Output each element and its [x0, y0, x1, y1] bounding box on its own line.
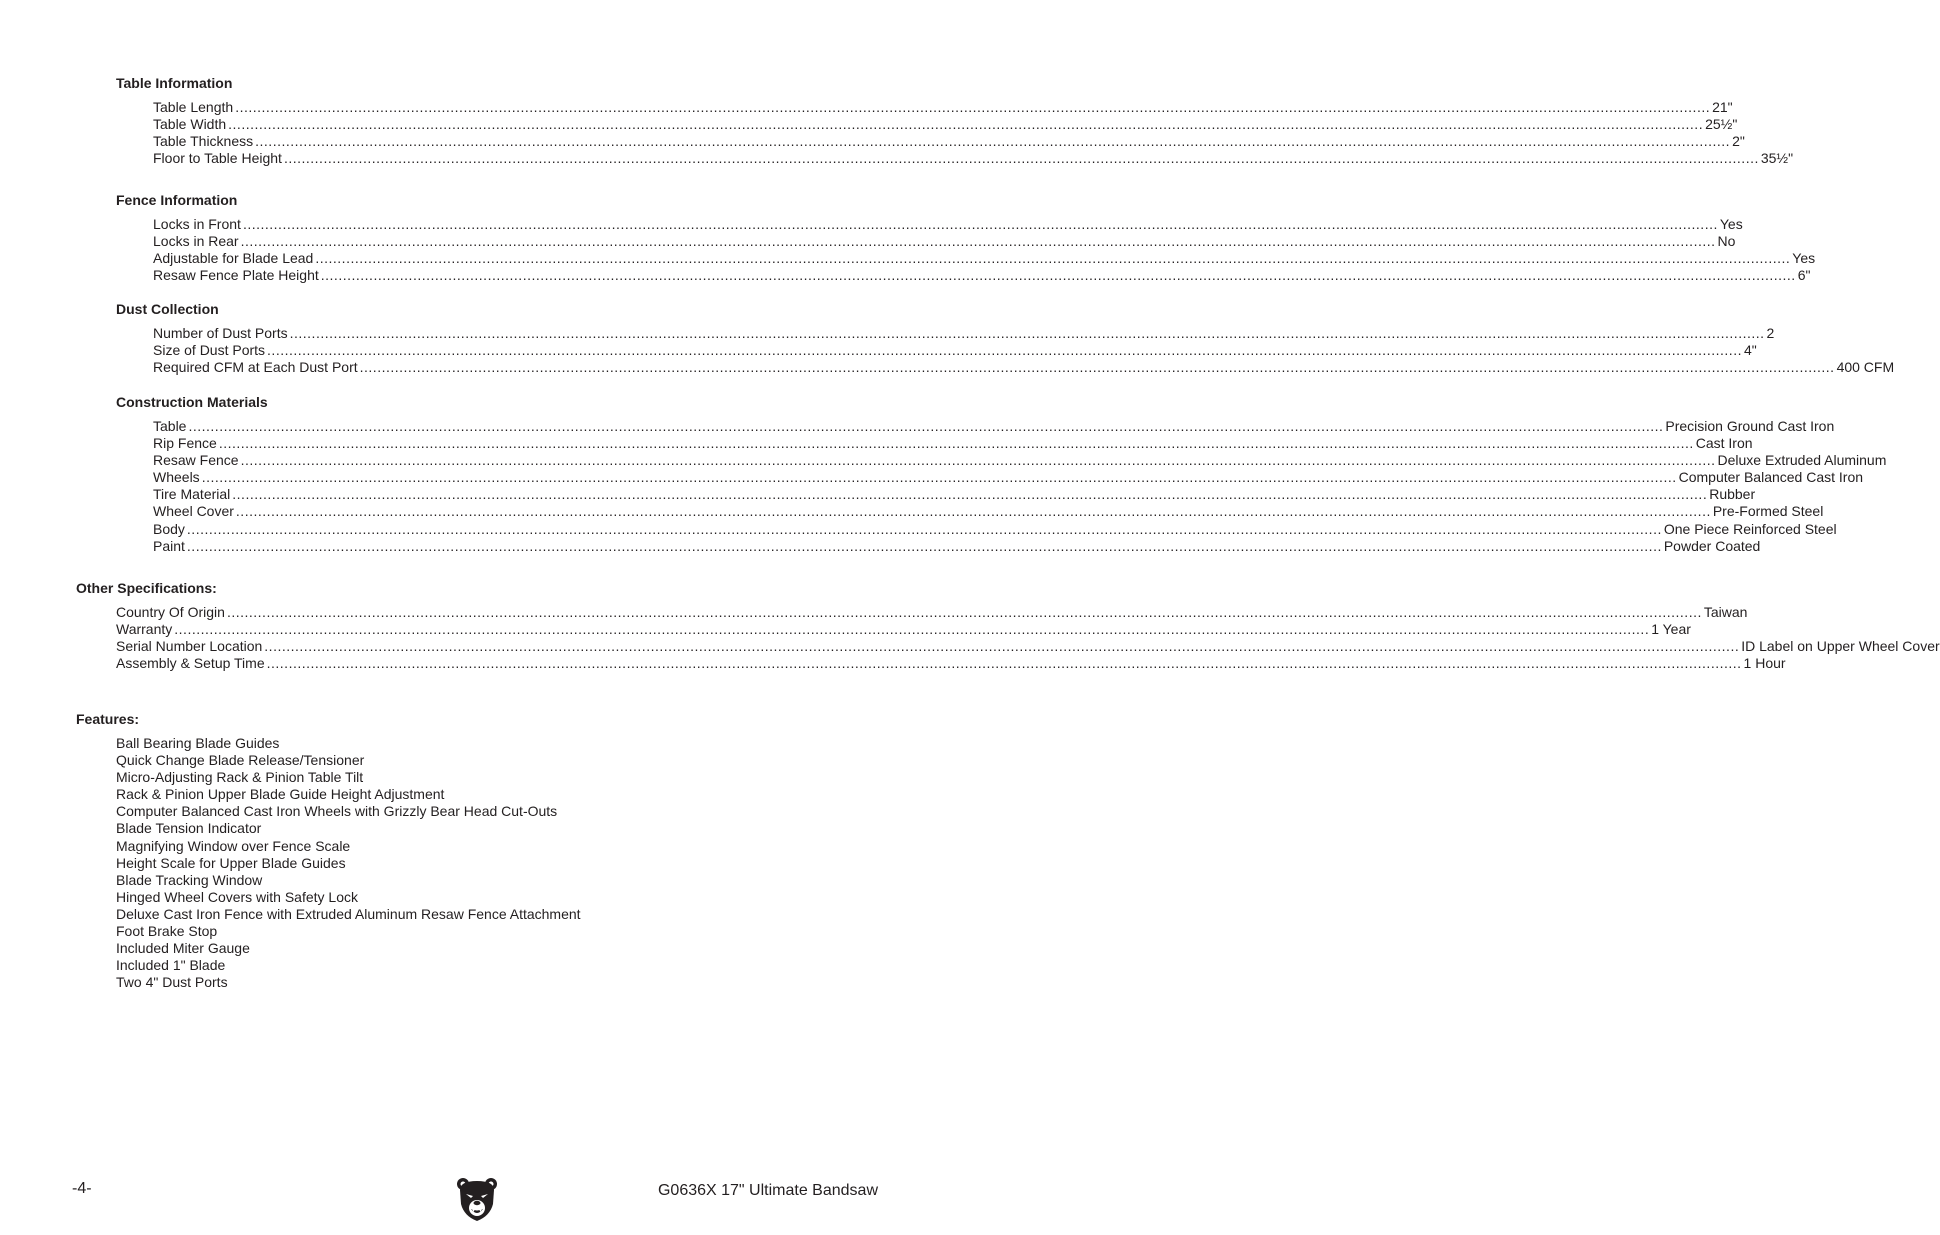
section-table-information	[116, 75, 1794, 167]
document-title: G0636X 17" Ultimate Bandsaw	[657, 1182, 878, 1199]
section-heading: Table Information	[116, 75, 233, 91]
spec-row: Required CFM at Each Dust Port ................................................................................................................................................................................................................................................................................................................................................ 400 CFM	[153, 359, 1895, 376]
dot-leader: ................................................................................................................................................................................................................................................................................................................................................	[320, 267, 1796, 284]
feature-item: Micro-Adjusting Rack & Pinion Table Tilt	[116, 769, 364, 786]
spec-row: Resaw Fence Plate Height ................................................................................................................................................................................................................................................................................................................................................ 6"	[153, 267, 1811, 284]
spec-row: Country Of Origin ................................................................................................................................................................................................................................................................................................................................................ Taiwan	[116, 604, 1748, 620]
page-number: -4-	[72, 1180, 92, 1197]
feature-item: Included Miter Gauge	[116, 940, 250, 957]
dot-leader: ................................................................................................................................................................................................................................................................................................................................................	[235, 503, 1711, 520]
dot-leader: ................................................................................................................................................................................................................................................................................................................................................	[315, 250, 1791, 267]
spec-row: Warranty ................................................................................................................................................................................................................................................................................................................................................ 1 Year	[116, 621, 1691, 638]
spec-row: Table Length ................................................................................................................................................................................................................................................................................................................................................ 21"	[153, 99, 1733, 115]
section-dust-collection	[116, 301, 1895, 376]
section-heading: Features:	[76, 711, 140, 727]
spec-row: Number of Dust Ports ................................................................................................................................................................................................................................................................................................................................................ 2	[153, 325, 1775, 341]
feature-item: Rack & Pinion Upper Blade Guide Height Adjustment	[116, 786, 445, 803]
feature-item: Foot Brake Stop	[116, 923, 218, 940]
feature-item: Magnifying Window over Fence Scale	[116, 837, 351, 854]
dot-leader: ................................................................................................................................................................................................................................................................................................................................................	[232, 486, 1708, 503]
feature-item: Blade Tracking Window	[116, 871, 263, 888]
dot-leader: ................................................................................................................................................................................................................................................................................................................................................	[201, 469, 1677, 486]
dot-leader: ................................................................................................................................................................................................................................................................................................................................................	[218, 435, 1694, 452]
section-fence-information	[116, 192, 1816, 284]
dot-leader: ................................................................................................................................................................................................................................................................................................................................................	[188, 418, 1664, 434]
feature-item: Included 1" Blade	[116, 957, 226, 974]
spec-row: Locks in Front ................................................................................................................................................................................................................................................................................................................................................ Yes	[153, 216, 1743, 232]
spec-row: Adjustable for Blade Lead ................................................................................................................................................................................................................................................................................................................................................ Yes	[153, 250, 1816, 267]
dot-leader: ................................................................................................................................................................................................................................................................................................................................................	[240, 452, 1716, 469]
feature-item: Hinged Wheel Covers with Safety Lock	[116, 888, 358, 905]
dot-leader: ................................................................................................................................................................................................................................................................................................................................................	[283, 150, 1759, 167]
grizzly-bear-head-icon	[456, 1176, 498, 1222]
section-heading: Construction Materials	[116, 394, 268, 410]
spec-row: Wheel Cover ................................................................................................................................................................................................................................................................................................................................................ Pre-Formed Steel	[153, 503, 1824, 520]
spec-row: Rip Fence ................................................................................................................................................................................................................................................................................................................................................ Cast Iron	[153, 435, 1753, 452]
feature-item: Height Scale for Upper Blade Guides	[116, 854, 346, 871]
dot-leader: ................................................................................................................................................................................................................................................................................................................................................	[226, 604, 1702, 620]
dot-leader: ................................................................................................................................................................................................................................................................................................................................................	[264, 638, 1740, 655]
spec-row: Floor to Table Height ................................................................................................................................................................................................................................................................................................................................................ 35½"	[153, 150, 1794, 167]
spec-row: Paint ................................................................................................................................................................................................................................................................................................................................................ Powder Coated	[153, 537, 1761, 554]
spec-row: Resaw Fence ................................................................................................................................................................................................................................................................................................................................................ Deluxe Extruded Aluminum	[153, 452, 1887, 469]
section-construction-materials	[116, 394, 1887, 555]
dot-leader: ................................................................................................................................................................................................................................................................................................................................................	[174, 621, 1650, 638]
section-features	[76, 711, 884, 991]
spec-row: Tire Material ................................................................................................................................................................................................................................................................................................................................................ Rubber	[153, 486, 1756, 503]
dot-leader: ................................................................................................................................................................................................................................................................................................................................................	[240, 233, 1716, 250]
dot-leader: ................................................................................................................................................................................................................................................................................................................................................	[186, 520, 1662, 537]
spec-row: Locks in Rear ................................................................................................................................................................................................................................................................................................................................................ No	[153, 233, 1736, 250]
dot-leader: ................................................................................................................................................................................................................................................................................................................................................	[267, 342, 1742, 359]
dot-leader: ................................................................................................................................................................................................................................................................................................................................................	[235, 99, 1711, 115]
dot-leader: ................................................................................................................................................................................................................................................................................................................................................	[228, 116, 1704, 133]
feature-item: Blade Tension Indicator	[116, 820, 262, 837]
spec-row: Body ................................................................................................................................................................................................................................................................................................................................................ One Piece Reinforced Steel	[153, 520, 1837, 537]
feature-item: Computer Balanced Cast Iron Wheels with Grizzly Bear Head Cut-Outs	[116, 803, 558, 820]
spec-row: Table Width ................................................................................................................................................................................................................................................................................................................................................ 25½"	[153, 116, 1738, 133]
spec-row: Size of Dust Ports ................................................................................................................................................................................................................................................................................................................................................ 4"	[153, 342, 1757, 359]
feature-item: Quick Change Blade Release/Tensioner	[116, 752, 365, 769]
section-heading: Other Specifications:	[76, 580, 217, 596]
spec-row: Table Thickness ................................................................................................................................................................................................................................................................................................................................................ 2"	[153, 133, 1745, 150]
spec-row: Assembly & Setup Time ................................................................................................................................................................................................................................................................................................................................................ 1 Hour	[116, 655, 1786, 672]
section-other-specifications	[76, 580, 1940, 672]
feature-item: Deluxe Cast Iron Fence with Extruded Aluminum Resaw Fence Attachment	[116, 905, 581, 922]
section-heading: Dust Collection	[116, 301, 219, 317]
spec-row: Table ................................................................................................................................................................................................................................................................................................................................................ Precision Ground Cast Iron	[153, 418, 1835, 434]
feature-item: Two 4" Dust Ports	[116, 974, 228, 991]
dot-leader: ................................................................................................................................................................................................................................................................................................................................................	[186, 537, 1662, 554]
dot-leader: ................................................................................................................................................................................................................................................................................................................................................	[359, 359, 1835, 376]
dot-leader: ................................................................................................................................................................................................................................................................................................................................................	[289, 325, 1765, 341]
dot-leader: ................................................................................................................................................................................................................................................................................................................................................	[255, 133, 1731, 150]
dot-leader: ................................................................................................................................................................................................................................................................................................................................................	[242, 216, 1718, 232]
spec-row: Serial Number Location ................................................................................................................................................................................................................................................................................................................................................ ID Label on Upper Wheel Cover	[116, 638, 1940, 655]
spec-row: Wheels ................................................................................................................................................................................................................................................................................................................................................ Computer Balanced Cast Iron	[153, 469, 1864, 486]
section-heading: Fence Information	[116, 192, 238, 208]
dot-leader: ................................................................................................................................................................................................................................................................................................................................................	[266, 655, 1742, 672]
feature-item: Ball Bearing Blade Guides	[116, 735, 280, 751]
